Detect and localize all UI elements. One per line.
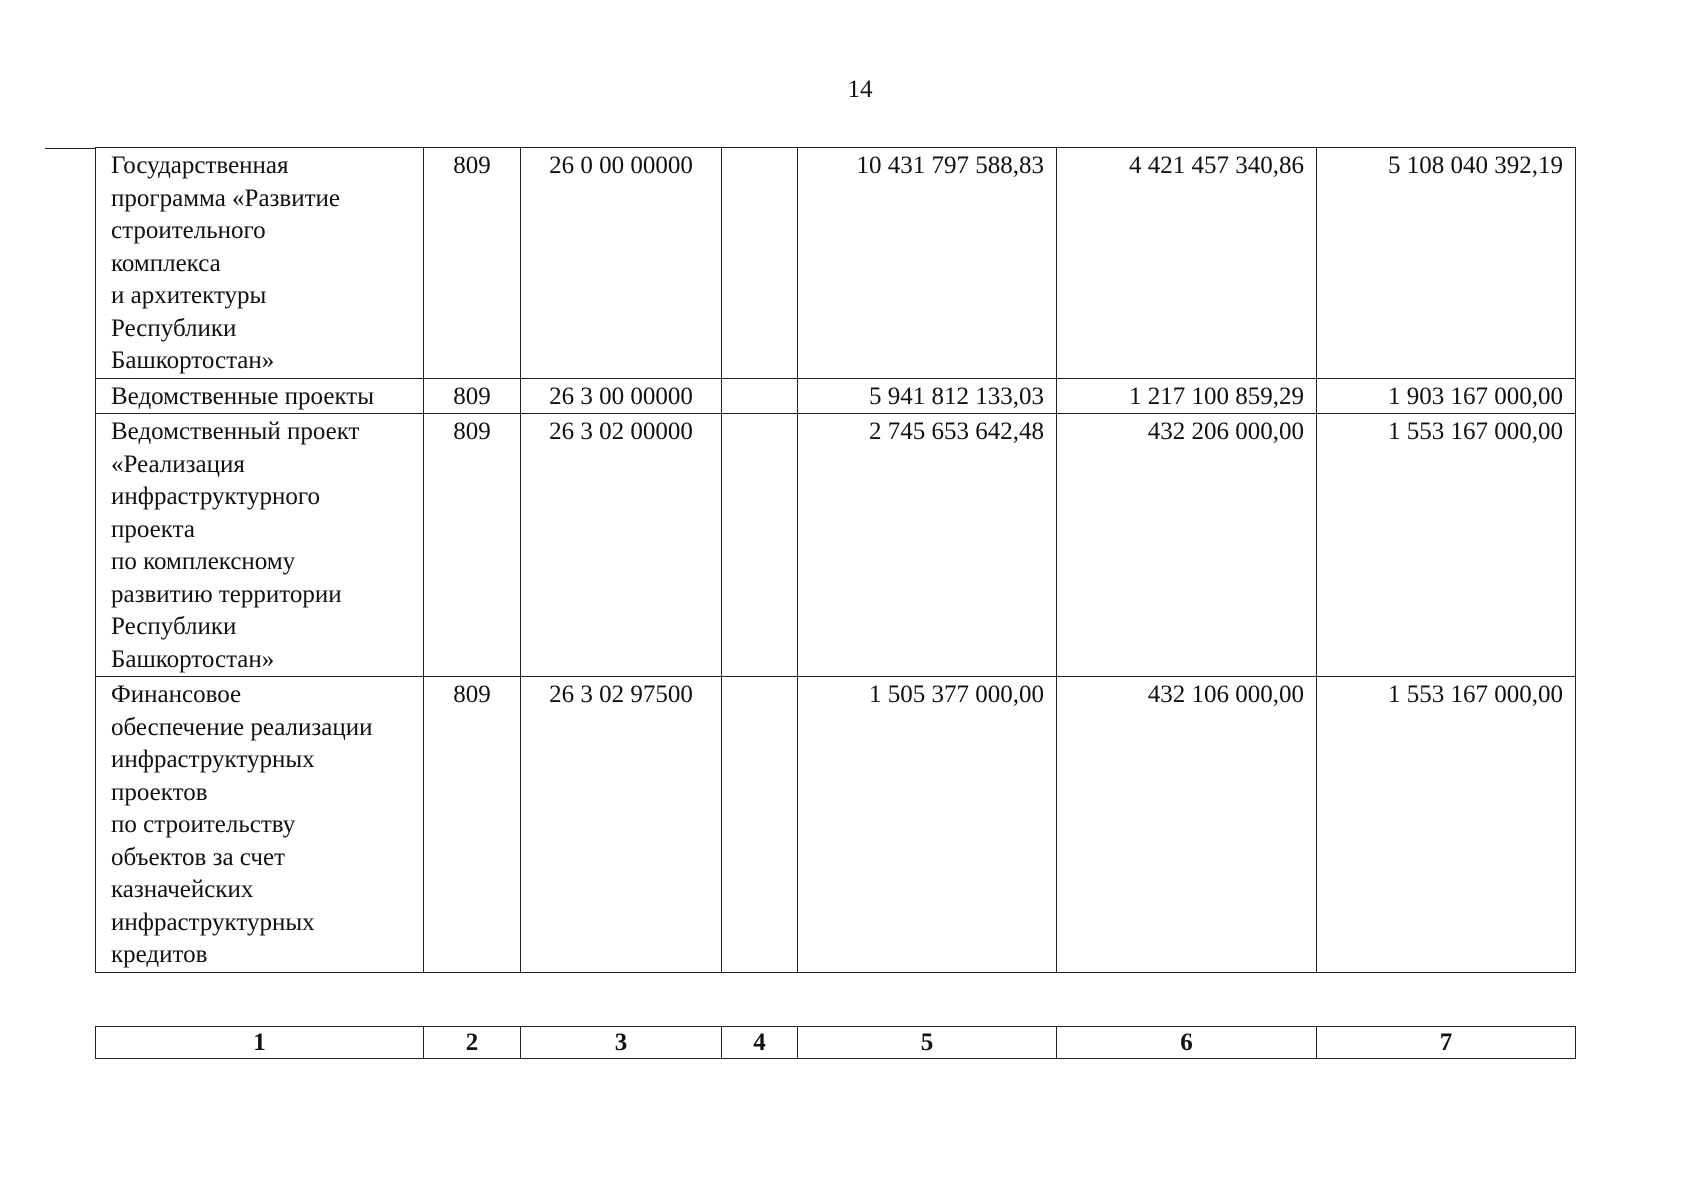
ministry-code-cell: 809 [424,677,521,973]
program-name-line: Ведомственные проекты [111,382,375,410]
table-row [96,148,1576,379]
amount-cell: 432 206 000,00 [1057,414,1317,677]
program-name-cell [96,148,424,379]
column-number-header [95,1026,1576,1059]
program-name-line: объектов за счет [111,843,285,871]
program-name-line: программа «Развитие [111,184,341,212]
budget-table [95,147,1576,973]
program-name-line: строительного [111,217,266,244]
amount-cell: 5 941 812 133,03 [798,378,1057,414]
ministry-code-cell: 809 [424,378,521,414]
column-number-cell: 3 [521,1027,722,1059]
program-name-line: инфраструктурного [111,483,320,510]
column-number-cell: 4 [722,1027,798,1059]
expense-type-cell [722,148,798,379]
program-name-line: проекта [111,515,195,543]
column-number-cell: 1 [96,1027,424,1059]
amount-cell: 432 106 000,00 [1057,677,1317,973]
table-row [96,378,1576,414]
column-number-cell: 2 [424,1027,521,1059]
program-name-line: казначейских [111,876,254,903]
top-rule-line [45,148,95,149]
table-row [96,414,1576,677]
program-name-line: Башкортостан» [111,645,275,673]
program-name-line: обеспечение реализации [111,713,373,741]
expense-type-cell [722,677,798,973]
program-name-line: проектов [111,778,208,806]
amount-cell: 4 421 457 340,86 [1057,148,1317,379]
ministry-code-cell: 809 [424,148,521,379]
amount-cell: 10 431 797 588,83 [798,148,1057,379]
program-name-line: инфраструктурных [111,746,315,773]
table-row [96,677,1576,973]
page-number: 14 [847,76,873,103]
column-number-cell: 7 [1317,1027,1576,1059]
expense-type-cell [722,378,798,414]
target-code-cell: 26 3 00 00000 [521,378,722,414]
target-code-cell: 26 3 02 00000 [521,414,722,677]
target-code-cell: 26 3 02 97500 [521,677,722,973]
program-name-line: «Реализация [111,450,245,478]
program-name-line: инфраструктурных [111,908,315,936]
amount-cell: 1 553 167 000,00 [1317,414,1576,677]
column-number-row [96,1027,1576,1059]
program-name-cell [96,414,424,677]
program-name-cell [96,378,424,414]
program-name-line: Республики [111,613,237,640]
column-number-cell: 6 [1057,1027,1317,1059]
program-name-line: Башкортостан» [111,347,275,374]
program-name-line: Ведомственный проект [111,418,360,445]
program-name-line: Финансовое [111,681,242,708]
program-name-line: и архитектуры [111,282,267,309]
amount-cell: 2 745 653 642,48 [798,414,1057,677]
program-name-line: комплекса [111,249,221,277]
program-name-line: по строительству [111,811,296,838]
target-code-cell: 26 0 00 00000 [521,148,722,379]
program-name-line: по комплексному [111,548,296,575]
program-name-line: кредитов [111,941,208,968]
amount-cell: 1 217 100 859,29 [1057,378,1317,414]
amount-cell: 5 108 040 392,19 [1317,148,1576,379]
program-name-line: развитию территории [111,580,342,608]
column-number-cell: 5 [798,1027,1057,1059]
amount-cell: 1 505 377 000,00 [798,677,1057,973]
ministry-code-cell: 809 [424,414,521,677]
expense-type-cell [722,414,798,677]
program-name-cell [96,677,424,973]
amount-cell: 1 553 167 000,00 [1317,677,1576,973]
amount-cell: 1 903 167 000,00 [1317,378,1576,414]
program-name-line: Республики [111,314,237,342]
program-name-line: Государственная [111,152,289,179]
